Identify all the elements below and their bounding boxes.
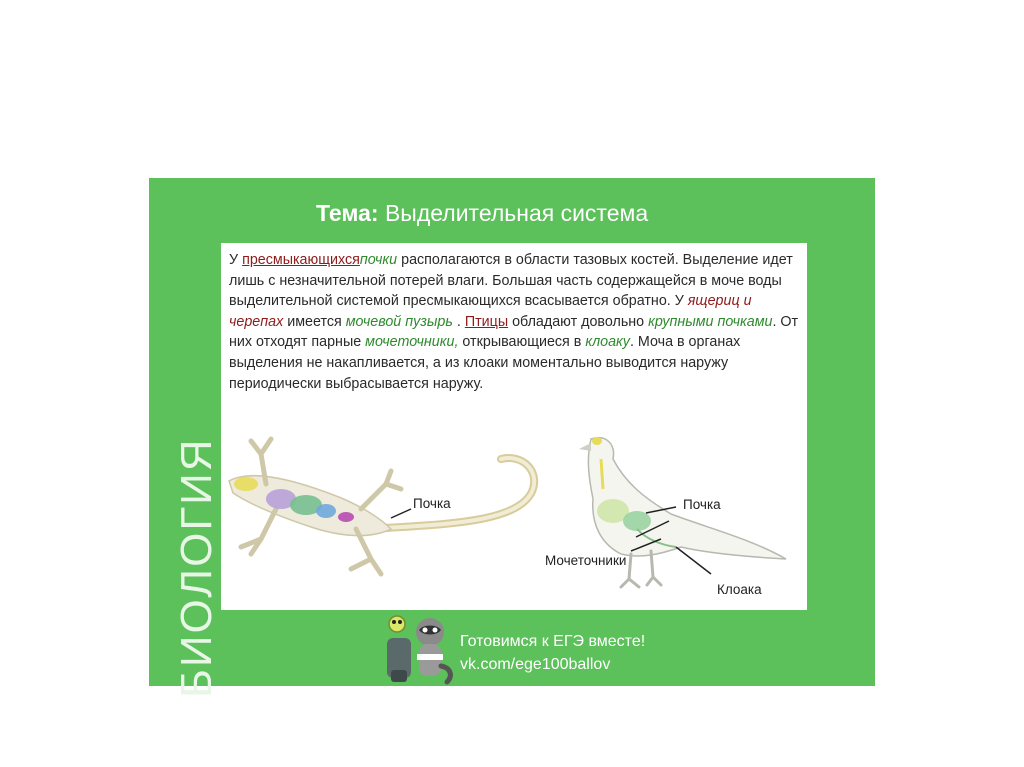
term-kidneys: почки — [359, 252, 398, 268]
bird-kidney-label: Почка — [683, 497, 721, 512]
term-lizards-turtles: ящериц и черепах — [229, 293, 752, 330]
title-prefix: Тема: — [316, 200, 379, 226]
text-segment: . От них отходят парные — [229, 313, 799, 351]
content-panel — [221, 243, 807, 610]
text-segment: . — [456, 313, 461, 330]
term-cloaca: клоаку — [585, 334, 630, 351]
lizard-kidney-label: Почка — [413, 496, 451, 511]
text-segment: обладают довольно — [512, 313, 645, 330]
bird-cloaca-label: Клоака — [717, 582, 762, 597]
term-birds: Птицы — [464, 313, 509, 330]
slide — [149, 178, 875, 698]
text-segment: У — [229, 252, 239, 268]
bird-illustration — [551, 429, 807, 599]
text-segment: имеется — [287, 313, 342, 330]
footer-link[interactable]: vk.com/ege100ballov — [460, 656, 611, 673]
term-ureters: мочеточники, — [365, 334, 459, 351]
subject-label: БИОЛОГИЯ — [172, 437, 221, 698]
term-reptiles: пресмыкающихся — [242, 252, 360, 268]
mascot-icon — [375, 610, 455, 686]
term-bladder: мочевой пузырь — [345, 313, 453, 330]
term-large-kidneys: крупными почками — [648, 313, 773, 330]
text-segment: располагаются в области тазовых костей. Выделение идет лишь с незначительной потерей влаги. Большая часть содержащейся в моче воды выделительной системой пресмыкающихся всасывается обратно. У — [229, 252, 793, 310]
slide-title — [316, 200, 648, 227]
text-segment: открывающиеся в — [462, 334, 582, 351]
bird-ureter-label: Мочеточники — [545, 553, 627, 568]
footer — [460, 630, 645, 676]
title-text: Выделительная система — [384, 200, 649, 226]
body-paragraph — [229, 250, 799, 394]
lizard-illustration — [221, 429, 551, 589]
text-segment: . Моча в органах выделения не накапливается, а из клоаки моментально выводится наружу периодически выбрасывается наружу. — [229, 334, 741, 392]
figures — [221, 429, 807, 610]
footer-slogan: Готовимся к ЕГЭ вместе! — [460, 633, 646, 650]
